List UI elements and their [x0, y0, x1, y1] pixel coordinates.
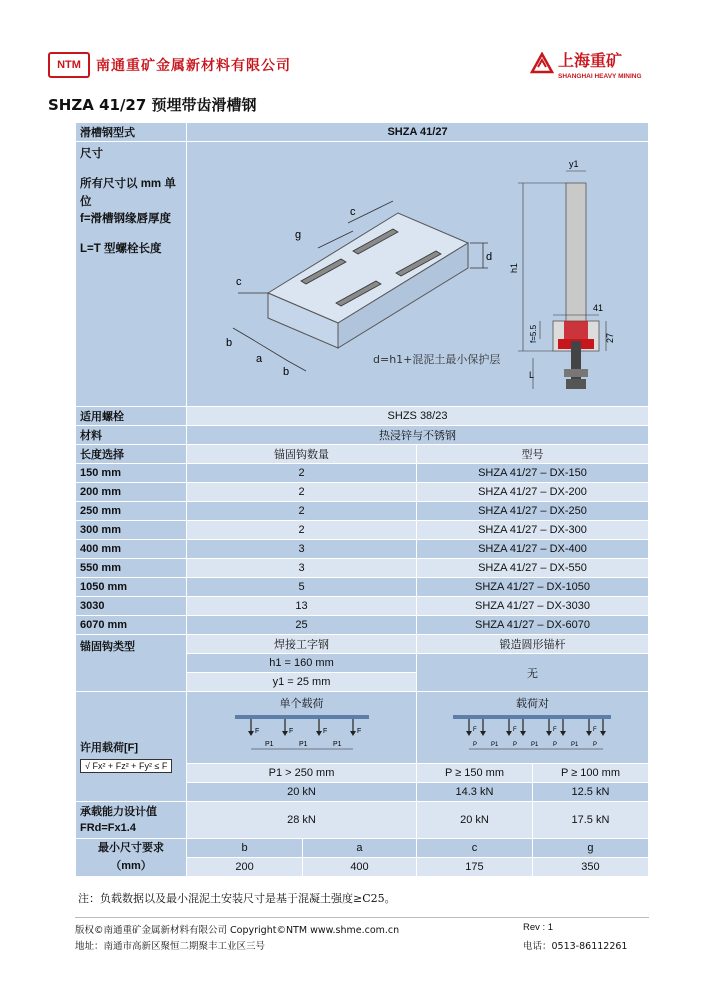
model-number-header: 型号	[416, 445, 648, 464]
length-value: 550 mm	[76, 559, 187, 578]
dim-41: 41	[592, 302, 603, 313]
load-F-label: F	[593, 727, 598, 733]
min-dims-label-cell	[76, 839, 187, 877]
dim-27: 27	[604, 332, 615, 343]
dim-c-left: c	[235, 275, 241, 288]
design-load-single: 28 kN	[187, 802, 417, 839]
anchor-count: 3	[187, 559, 417, 578]
footer-address: 地址：南通市高新区聚恒二期聚丰工业区三号	[75, 941, 266, 952]
length-value: 150 mm	[76, 464, 187, 483]
single-load-diagram	[227, 711, 377, 757]
design-load-pair-1: 20 kN	[416, 802, 532, 839]
footer-divider	[75, 917, 649, 918]
anchor-h1: h1 = 160 mm	[187, 654, 417, 673]
d-formula-note: d=h1+混泥土最小保护层	[372, 352, 500, 366]
dims-note-l: L=T 型螺栓长度	[80, 243, 162, 256]
single-load-condition: P1 > 250 mm	[187, 764, 417, 783]
load-P1-label: P1	[571, 742, 579, 748]
footer-copyright: 版权©南通重矿金属新材料有限公司 Copyright©NTM www.shme.com.cn	[75, 925, 400, 936]
load-P1-label: P1	[531, 742, 539, 748]
design-load-label-cell	[76, 802, 187, 839]
bolt-label: 适用螺栓	[76, 407, 187, 426]
dims-label: 尺寸	[80, 148, 103, 160]
bolt-value: SHZS 38/23	[187, 407, 649, 426]
load-F-label: F	[513, 727, 518, 733]
length-value: 250 mm	[76, 502, 187, 521]
model-number: SHZA 41/27 – DX-200	[416, 483, 648, 502]
ntm-header-brand	[48, 52, 291, 78]
table-row	[76, 578, 649, 597]
dim-y1: y1	[568, 158, 579, 169]
load-F-label: F	[473, 727, 478, 733]
ntm-logo: NTM	[48, 52, 90, 78]
dims-note-unit: 所有尺寸以 mm 单位	[80, 177, 176, 208]
dim-c-top: c	[349, 205, 355, 218]
anchor-count: 25	[187, 616, 417, 635]
min-dim-header-c: c	[416, 839, 532, 858]
min-dim-a: 400	[303, 858, 417, 877]
anchor-type-welded: 焊接工字钢	[187, 635, 417, 654]
model-value: SHZA 41/27	[187, 123, 649, 142]
pair-load-cell	[416, 692, 648, 764]
length-value: 3030	[76, 597, 187, 616]
pair-load-title: 载荷对	[515, 698, 549, 710]
load-formula: √ Fx² + Fz² + Fy² ≤ F	[80, 759, 172, 773]
load-P-label: P	[593, 742, 598, 748]
dimension-diagram-cell	[187, 142, 649, 407]
model-number: SHZA 41/27 – DX-250	[416, 502, 648, 521]
anchor-type-label: 锚固钩类型	[76, 635, 187, 692]
min-dim-header-g: g	[532, 839, 648, 858]
model-number: SHZA 41/27 – DX-550	[416, 559, 648, 578]
model-number: SHZA 41/27 – DX-3030	[416, 597, 648, 616]
anchor-count: 2	[187, 464, 417, 483]
model-number: SHZA 41/27 – DX-400	[416, 540, 648, 559]
min-dim-c: 175	[416, 858, 532, 877]
table-row	[76, 464, 649, 483]
document-title: SHZA 41/27 预埋带齿滑槽钢	[48, 96, 257, 114]
load-P1-label: P1	[332, 741, 342, 748]
length-value: 1050 mm	[76, 578, 187, 597]
design-load-label: 承载能力设计值	[80, 805, 157, 818]
load-P1-label: P1	[264, 741, 274, 748]
anchor-y1: y1 = 25 mm	[187, 673, 417, 692]
material-label: 材料	[76, 426, 187, 445]
dim-d: d	[485, 250, 492, 263]
load-label: 许用载荷[F]	[80, 741, 139, 754]
material-value: 热浸锌与不锈钢	[187, 426, 649, 445]
dim-h1: h1	[508, 262, 519, 273]
table-row	[76, 559, 649, 578]
model-number: SHZA 41/27 – DX-6070	[416, 616, 648, 635]
dimension-diagram	[188, 143, 648, 403]
model-number: SHZA 41/27 – DX-1050	[416, 578, 648, 597]
shanghai-cn-name: 上海重矿	[558, 51, 623, 70]
table-row	[76, 540, 649, 559]
dim-b1: b	[225, 336, 232, 349]
shanghai-logo-icon	[530, 52, 554, 76]
shanghai-heavy-mining-brand	[530, 48, 642, 80]
single-load-cell	[187, 692, 417, 764]
dim-f: f=5.5	[528, 324, 538, 343]
min-dim-header-a: a	[303, 839, 417, 858]
min-dim-b: 200	[187, 858, 303, 877]
min-dims-label: 最小尺寸要求	[98, 841, 164, 854]
design-load-formula: FRd=Fx1.4	[80, 822, 136, 834]
anchor-count-header: 锚固钩数量	[187, 445, 417, 464]
length-value: 400 mm	[76, 540, 187, 559]
shanghai-en-name: SHANGHAI HEAVY MINING	[558, 73, 642, 80]
dim-g: g	[294, 228, 301, 241]
load-F-label: F	[322, 728, 327, 735]
model-number: SHZA 41/27 – DX-300	[416, 521, 648, 540]
dim-L: L	[528, 369, 534, 380]
footer-phone: 电话：0513-86112261	[523, 941, 628, 952]
anchor-count: 2	[187, 521, 417, 540]
dims-label-cell	[76, 142, 187, 407]
pair-load-diagram	[447, 711, 617, 757]
pair-load-value-2: 12.5 kN	[532, 783, 648, 802]
min-dim-g: 350	[532, 858, 648, 877]
anchor-count: 2	[187, 502, 417, 521]
pair-load-condition-2: P ≥ 100 mm	[532, 764, 648, 783]
pair-load-condition-1: P ≥ 150 mm	[416, 764, 532, 783]
load-F-label: F	[553, 727, 558, 733]
anchor-type-forged: 锻造圆形锚杆	[416, 635, 648, 654]
min-dims-unit: （mm）	[110, 859, 152, 872]
table-row	[76, 521, 649, 540]
single-load-value: 20 kN	[187, 783, 417, 802]
footer-revision: Rev : 1	[523, 922, 554, 933]
spec-table	[75, 122, 649, 877]
dim-b2: b	[282, 365, 289, 378]
single-load-title: 单个载荷	[279, 698, 324, 710]
length-value: 200 mm	[76, 483, 187, 502]
anchor-count: 3	[187, 540, 417, 559]
dims-note-f: f=滑槽钢缘唇厚度	[80, 213, 172, 226]
company-name: 南通重矿金属新材料有限公司	[96, 58, 291, 74]
channel-section	[553, 183, 599, 389]
table-row	[76, 483, 649, 502]
load-F-label: F	[356, 728, 361, 735]
design-load-pair-2: 17.5 kN	[532, 802, 648, 839]
dim-a: a	[255, 352, 262, 365]
load-P1-label: P1	[298, 741, 308, 748]
length-value: 6070 mm	[76, 616, 187, 635]
table-row	[76, 597, 649, 616]
table-row	[76, 502, 649, 521]
footnote: 注：负载数据以及最小混泥土安装尺寸是基于混凝土强度≥C25。	[78, 892, 396, 905]
anchor-count: 5	[187, 578, 417, 597]
model-number: SHZA 41/27 – DX-150	[416, 464, 648, 483]
load-P-label: P	[553, 742, 558, 748]
anchor-count: 13	[187, 597, 417, 616]
load-P1-label: P1	[491, 742, 499, 748]
load-P-label: P	[513, 742, 518, 748]
anchor-count: 2	[187, 483, 417, 502]
pair-load-value-1: 14.3 kN	[416, 783, 532, 802]
anchor-none: 无	[416, 654, 648, 692]
load-P-label: P	[473, 742, 478, 748]
table-row	[76, 616, 649, 635]
min-dim-header-b: b	[187, 839, 303, 858]
load-label-cell	[76, 692, 187, 802]
model-label: 滑槽钢型式	[76, 123, 187, 142]
load-F-label: F	[288, 728, 293, 735]
length-label: 长度选择	[76, 445, 187, 464]
length-value: 300 mm	[76, 521, 187, 540]
load-F-label: F	[254, 728, 259, 735]
